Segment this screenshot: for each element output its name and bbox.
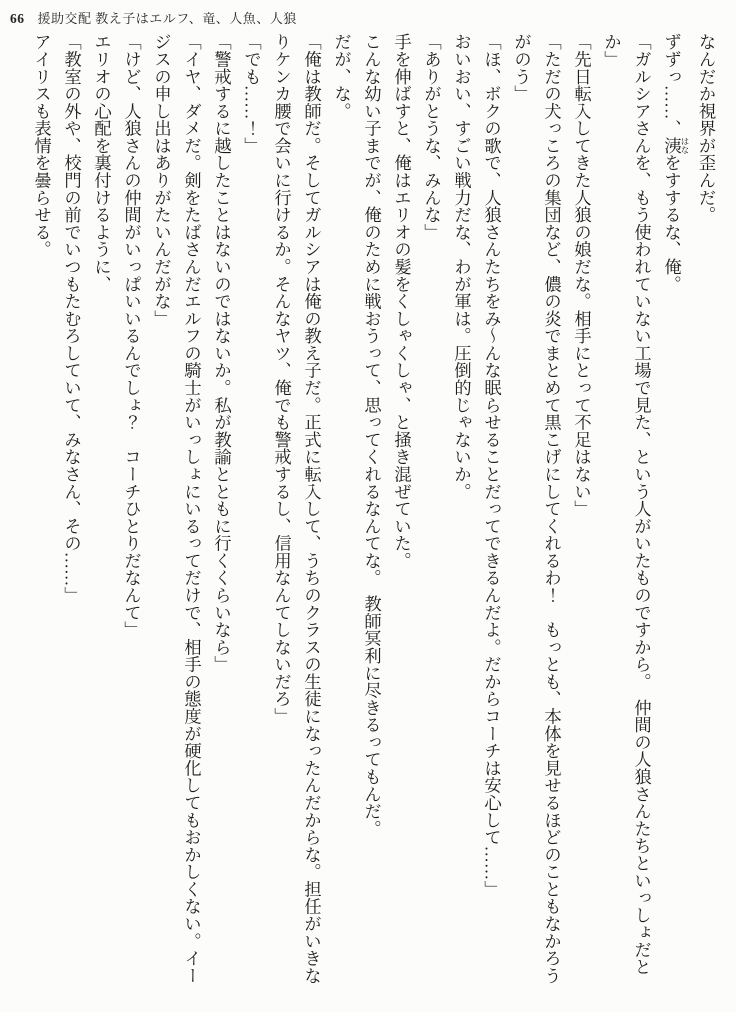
text-column: 「イヤ、ダメだ。剣をたばさんだエルフの騎士がいっしょにいるってだけで、相手の態度が硬化してもおかしくない。イー <box>181 33 201 984</box>
text-column: エリオの心配を裏付けるように、 <box>91 33 111 293</box>
text-column: 「けど、人狼さんの仲間がいっぱいいるんでしょ？ コーチひとりだなんて」 <box>121 33 141 639</box>
text-column: 「俺は教師だ。そしてガルシアは俺の教え子だ。正式に転入して、うちのクラスの生徒になったんだからな。担任がいきな <box>301 33 321 984</box>
text-column: 「ありがとうな、みんな」 <box>421 33 441 241</box>
text-column: ジスの申し出はありがたいんだがな」 <box>151 33 171 327</box>
text-column: なんだか視界が歪んだ。 <box>696 33 715 224</box>
text-block <box>30 33 720 989</box>
text-column: りケンカ腰で会いに行けるか。そんなヤツ、俺でも警戒するし、信用なんてしないだろ」 <box>271 33 291 725</box>
text-column: 「ただの犬っころの集団など、儂の炎でまとめて黒こげにしてくれるわ！ もっとも、本体を見せるほどのこともなかろう <box>541 33 561 984</box>
text-column: アイリスも表情を曇らせる。 <box>31 33 51 258</box>
text-column: がのう」 <box>511 33 531 103</box>
text-column: おいおい、すごい戦力だな、わが軍は。圧倒的じゃないか。 <box>451 33 471 500</box>
text-column: 手を伸ばすと、俺はエリオの髪をくしゃくしゃ、と掻き混ぜていた。 <box>391 33 411 569</box>
text-column: こんな幼い子までが、俺のために戦おうって、思ってくれるなんてな。 教師冥利に尽きるってもんだ。 <box>361 33 381 837</box>
text-column: 「教室の外や、校門の前でいつもたむろしていて、みなさん、その……」 <box>61 33 81 604</box>
book-title: 援助交配 教え子はエルフ、竜、人魚、人狼 <box>37 11 297 26</box>
text-column: か」 <box>601 33 621 68</box>
page-number: 66 <box>10 11 25 26</box>
text-column: 「でも……！」 <box>241 33 261 155</box>
text-column: 「ほ、ボクの歌で、人狼さんたちをみ〜んな眠らせることだってできるんだよ。だからコーチは安心して……」 <box>481 33 501 898</box>
text-column: だが、な。 <box>331 33 351 120</box>
text-column: ずずっ……、洟 はなをすするな、俺。 <box>661 33 690 293</box>
furigana: 洟 はな <box>661 136 690 155</box>
text-column: 「先日転入してきた人狼の娘だな。相手にとって不足はない」 <box>571 33 591 518</box>
page-header <box>10 8 297 27</box>
text-column: 「ガルシアさんを、もう使われていない工場で見た、という人がいたものですから。 仲間の人狼さんたちといっしょだと <box>631 33 651 976</box>
text-column: 「警戒するに越したことはないのではないか。私が教諭とともに行くくらいなら」 <box>211 33 231 673</box>
